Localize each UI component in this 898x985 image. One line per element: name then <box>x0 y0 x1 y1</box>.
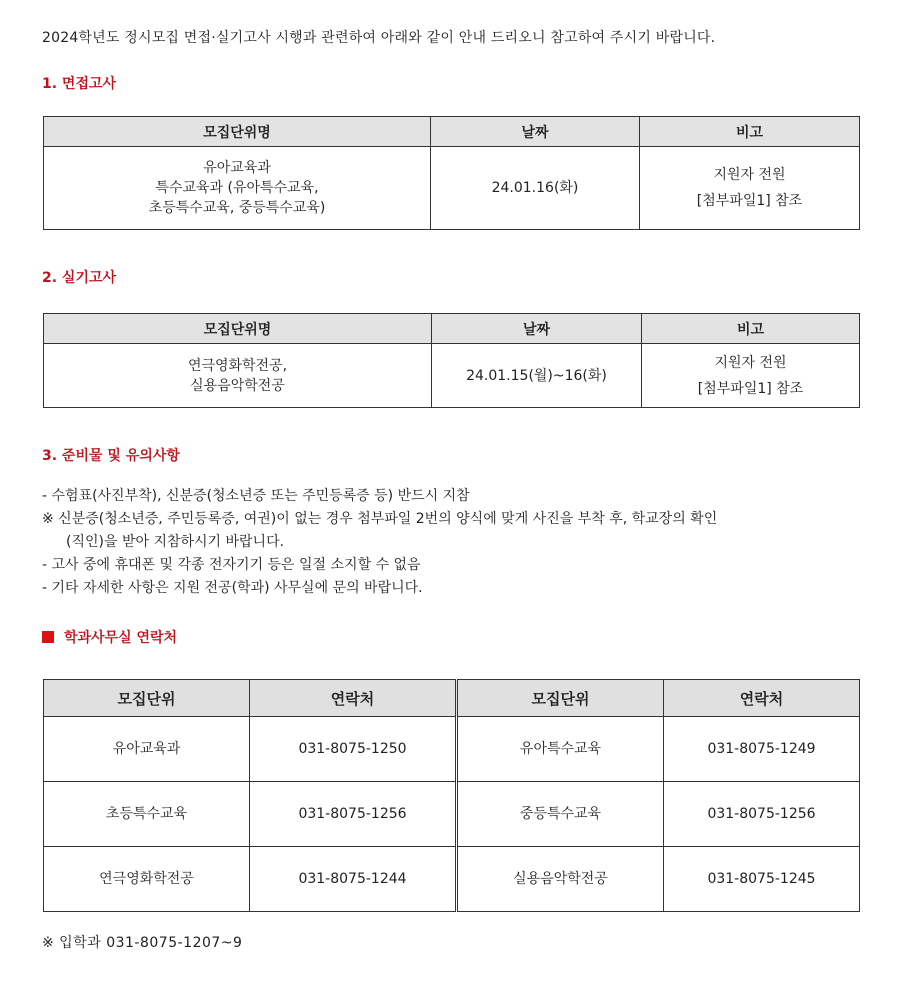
section1-title: 1. 면접고사 <box>42 76 117 92</box>
note-line: [첨부파일1] 참조 <box>697 380 804 397</box>
unit-line: 연극영화학전공, <box>187 357 288 374</box>
contacts-title-text: 학과사무실 연락처 <box>64 630 178 646</box>
footer-note: ※ 입학과 031-8075-1207~9 <box>42 935 243 951</box>
unit-cell: 연극영화학전공 <box>44 847 250 912</box>
note-line: [첨부파일1] 참조 <box>696 193 803 209</box>
col-header-note: 비고 <box>640 117 860 147</box>
unit-cell: 유아특수교육 <box>457 717 664 782</box>
unit-cell: 유아교육과 <box>44 717 250 782</box>
unit-line: 유아교육과 <box>203 160 271 176</box>
table-row <box>44 344 860 408</box>
unit-cell <box>44 147 431 230</box>
col-header-phone: 연락처 <box>250 680 457 717</box>
list-item: - 수험표(사진부착), 신분증(청소년증 또는 주민등록증 등) 반드시 지참 <box>42 488 470 504</box>
unit-cell: 초등특수교육 <box>44 782 250 847</box>
square-bullet-icon <box>42 631 54 643</box>
note-line: 지원자 전원 <box>713 167 786 183</box>
list-item: - 고사 중에 휴대폰 및 각종 전자기기 등은 일절 소지할 수 없음 <box>42 557 421 573</box>
contacts-title <box>42 627 177 647</box>
phone-cell: 031-8075-1245 <box>664 847 860 912</box>
phone-cell: 031-8075-1256 <box>250 782 457 847</box>
phone-cell: 031-8075-1250 <box>250 717 457 782</box>
unit-line: 실용음악학전공 <box>190 377 285 394</box>
date-cell: 24.01.15(월)~16(화) <box>432 344 642 408</box>
table-row <box>44 782 860 847</box>
unit-cell: 실용음악학전공 <box>457 847 664 912</box>
unit-line: 초등특수교육, 중등특수교육) <box>148 200 326 216</box>
table-row <box>44 147 860 230</box>
col-header-date: 날짜 <box>432 314 642 344</box>
note-cell <box>642 344 860 408</box>
interview-table <box>43 116 860 230</box>
phone-cell: 031-8075-1256 <box>664 782 860 847</box>
col-header-note: 비고 <box>642 314 860 344</box>
list-item: ※ 신분증(청소년증, 주민등록증, 여권)이 없는 경우 첨부파일 2번의 양식에 맞게 사진을 부착 후, 학교장의 확인 <box>42 511 718 527</box>
list-item: - 기타 자세한 사항은 지원 전공(학과) 사무실에 문의 바랍니다. <box>42 580 423 596</box>
section3-title: 3. 준비물 및 유의사항 <box>42 448 180 464</box>
phone-cell: 031-8075-1244 <box>250 847 457 912</box>
notes-list <box>42 485 872 600</box>
practical-table <box>43 313 860 408</box>
date-cell: 24.01.16(화) <box>431 147 640 230</box>
col-header-unit: 모집단위 <box>44 680 250 717</box>
col-header-unit: 모집단위명 <box>44 117 431 147</box>
list-item: (직인)을 받아 지참하시기 바랍니다. <box>66 534 285 550</box>
table-row <box>44 847 860 912</box>
unit-line: 특수교육과 (유아특수교육, <box>155 180 319 196</box>
col-header-date: 날짜 <box>431 117 640 147</box>
contacts-table <box>43 679 860 912</box>
note-line: 지원자 전원 <box>714 354 787 371</box>
col-header-phone: 연락처 <box>664 680 860 717</box>
phone-cell: 031-8075-1249 <box>664 717 860 782</box>
unit-cell: 중등특수교육 <box>457 782 664 847</box>
intro-text: 2024학년도 정시모집 면접·실기고사 시행과 관련하여 아래와 같이 안내 드리오니 참고하여 주시기 바랍니다. <box>42 30 716 46</box>
col-header-unit: 모집단위명 <box>44 314 432 344</box>
note-cell <box>640 147 860 230</box>
table-row <box>44 717 860 782</box>
col-header-unit: 모집단위 <box>457 680 664 717</box>
unit-cell <box>44 344 432 408</box>
section2-title: 2. 실기고사 <box>42 270 117 286</box>
